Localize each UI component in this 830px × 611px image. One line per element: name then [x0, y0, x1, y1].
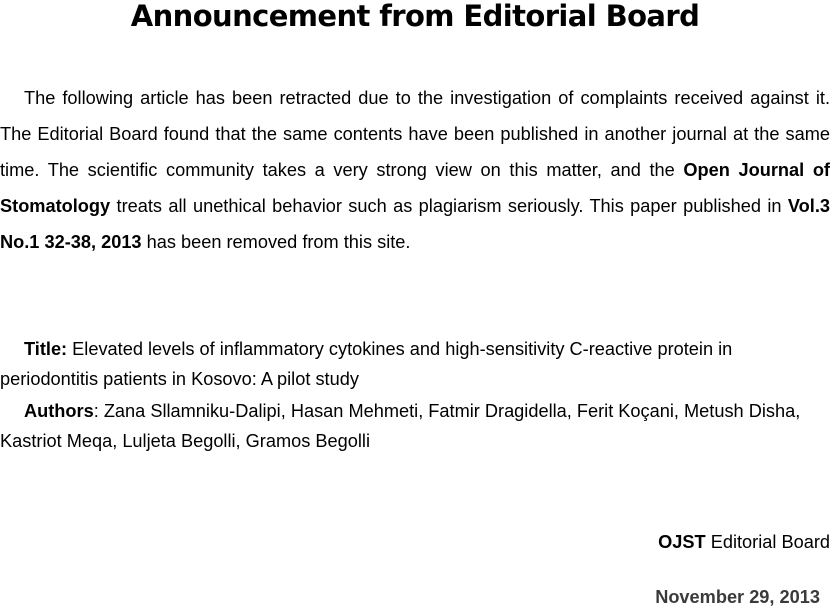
notice-text-1: The following article has been retracted due to the investigation of complaints received against it. The Editorial Board found that the same contents have been published in another journal at the same time. The scientific community takes a very strong view on this matter, and the [0, 88, 830, 180]
org-abbrev: OJST [658, 532, 706, 552]
title-label: Title: [24, 339, 68, 359]
signature [658, 526, 830, 558]
notice-text-2: treats all unethical behavior such as plagiarism seriously. This paper published in [110, 196, 788, 216]
announcement-date: November 29, 2013 [655, 587, 820, 607]
journal-name: Open Journal of Stomatology [0, 160, 830, 216]
authors-label: Authors [24, 401, 94, 421]
org-name: Editorial Board [705, 532, 830, 552]
issue-reference: Vol.3 No.1 32-38, 2013 [0, 196, 830, 252]
title-text: Elevated levels of inflammatory cytokines and high-sensitivity C-reactive protein in periodontitis patients in Kosovo: A pilot study [0, 339, 733, 389]
retraction-notice [0, 80, 830, 260]
article-authors [0, 396, 830, 456]
page-title: Announcement from Editorial Board [130, 0, 700, 33]
notice-text-3: has been removed from this site. [141, 232, 411, 252]
article-title [0, 334, 830, 394]
authors-text: : Zana Sllamniku-Dalipi, Hasan Mehmeti, Fatmir Dragidella, Ferit Koçani, Metush Disha, Kastriot Meqa, Luljeta Begolli, Gramos Begolli [0, 401, 801, 451]
